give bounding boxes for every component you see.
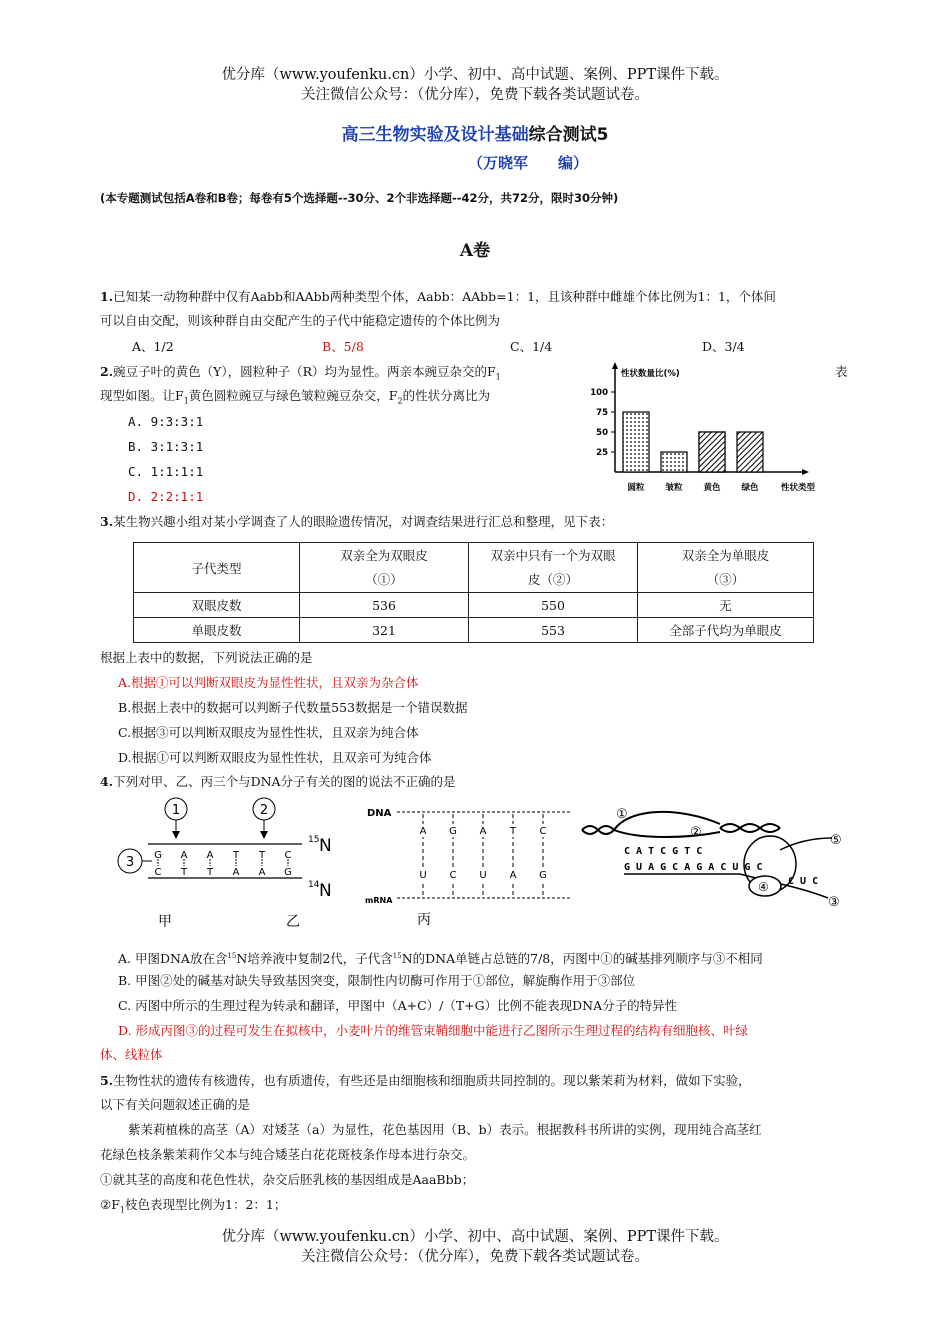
q4-figure-jia [112,795,362,935]
q3-th-col2: 双亲中只有一个为双眼 皮（②） [469,543,638,593]
q4-figure-bing [580,802,855,912]
base-bottom: C [154,867,162,878]
chart-bar [623,412,649,472]
svg-text:①: ① [616,807,628,822]
footer-line-1: 优分库（www.youfenku.cn）小学、初中、高中试题、案例、PPT课件下载。 [221,1229,729,1245]
svg-text:mRNA: mRNA [365,896,393,905]
chart-title: 性状数量比(%) [621,369,680,379]
dna-base: T [509,826,517,837]
q5-para-1: 紫茉莉植株的高茎（A）对矮茎（a）为显性，花色基因用（B、b）表示。根据教科书所讲的实例，现用纯合高茎红 [128,1122,762,1137]
q3-option-b: B.根据上表中的数据可以判断子代数量553数据是一个错误数据 [118,700,468,715]
svg-text:丙: 丙 [417,912,431,928]
q2-stem-2: 现型如图。让$F_1$黄色圆粒豌豆与绿色皱粒豌豆杂交，$F_2$的性状分离比为 [100,388,491,406]
q3-stem: 3.某生物兴趣小组对某小学调查了人的眼睑遗传情况，对调查结果进行汇总和整理，见下表： [100,514,614,529]
q1-option-b: B、5/8 [322,339,364,354]
chart-category-label: 皱粒 [665,483,683,493]
mrna-base: G [539,870,547,881]
chart-ytick-label: 75 [596,408,608,418]
title-black: 综合测试5 [528,125,609,145]
svg-text:N: N [319,836,332,856]
table-row: 单眼皮数 321 553 全部子代均为单眼皮 [134,618,814,643]
table-row: 双眼皮数 536 550 无 [134,593,814,618]
q3-after: 根据上表中的数据，下列说法正确的是 [100,650,313,665]
q2-stem-1: 2.豌豆子叶的黄色（Y），圆粒种子（R）均为显性。两亲本豌豆杂交的$F_1$ [100,364,501,382]
chart-category-label: 圆粒 [627,483,645,493]
q4-option-d-1: D. 形成丙图③的过程可发生在拟核中，小麦叶片的维管束鞘细胞中能进行乙图所示生理过程的结构有细胞核、叶绿 [118,1023,749,1038]
q5-item-2: $②F_1$枝色表现型比例为1：2：1； [100,1197,287,1215]
q4-option-b: B. 甲图②处的碱基对缺失导致基因突变，限制性内切酶可作用于①部位，解旋酶作用于③部位 [118,973,636,988]
q2-option-a: A. 9:3:3:1 [128,414,204,429]
mrna-base: U [479,870,487,881]
base-top: A [206,850,214,861]
q5-item-1: ①就其茎的高度和花色性状，杂交后胚乳核的基因组成是AaaBbb； [100,1172,475,1187]
svg-text:N: N [319,881,332,901]
chart-y-arrow [612,362,618,369]
svg-text:C A T C G T C: C A T C G T C [624,846,703,857]
q3-th-col1: 双亲全为双眼皮 （①） [300,543,469,593]
svg-text:甲: 甲 [158,914,172,930]
chart-category-label: 黄色 [703,483,721,493]
q2-stem-1-end: 表 [835,364,848,379]
q1-stem-1: 1.已知某一动物种群中仅有Aabb和AAbb两种类型个体，Aabb：AAbb=1：1，且该种群中雌雄个体比例为1：1，个体间 [100,289,776,304]
base-bottom: T [180,867,188,878]
dna-base: A [479,826,487,837]
base-bottom: A [232,867,240,878]
base-bottom: G [284,867,292,878]
q1-option-c: C、1/4 [510,339,553,354]
q5-stem-1: 5.生物性状的遗传有核遗传，也有质遗传，有些还是由细胞核和细胞质共同控制的。现以紫茉莉为材料，做如下实验， [100,1073,751,1088]
svg-text:②: ② [690,825,702,840]
base-bottom: A [258,867,266,878]
chart-xlabel: 性状类型 [781,483,816,493]
svg-text:乙: 乙 [286,914,300,930]
base-top: T [232,850,240,861]
chart-bar-hatch [699,432,725,472]
footer-line-2: 关注微信公众号：（优分库），免费下载各类试题试卷。 [301,1249,649,1265]
chart-bar [737,432,763,472]
chart-x-arrow [802,469,809,475]
mrna-base: A [509,870,517,881]
q3-th-type: 子代类型 [134,543,300,593]
author: （万晓军 编） [468,154,589,172]
q5-para-2: 花绿色枝条紫茉莉作父本与纯合矮茎白花花斑枝条作母本进行杂交。 [100,1147,476,1162]
svg-text:C U C: C U C [788,876,819,887]
q2-option-d: D. 2:2:1:1 [128,489,204,504]
base-top: G [154,850,162,861]
q3-option-a: A.根据①可以判断双眼皮为显性性状，且双亲为杂合体 [118,675,419,690]
svg-text:3: 3 [125,855,135,870]
base-top: A [180,850,188,861]
q2-option-b: B. 3:1:3:1 [128,439,204,454]
chart-ytick-label: 50 [596,428,608,438]
q1-option-a: A、1/2 [132,339,174,354]
chart-ytick-label: 25 [596,448,608,458]
q3-option-c: C.根据③可以判断双眼皮为显性性状，且双亲为纯合体 [118,725,419,740]
mrna-base: C [449,870,457,881]
q1-option-d: D、3/4 [702,339,745,354]
q3-th-col3: 双亲全为单眼皮 （③） [638,543,814,593]
svg-text:1: 1 [171,803,181,818]
q4-option-a: A. 甲图DNA放在含$^{15}$N培养液中复制2代，子代含$^{15}$N的DNA单链占总链的7/8，丙图中①的碱基排列顺序与③不相同 [118,951,763,967]
q3-table [133,542,814,643]
q4-stem: 4.下列对甲、乙、丙三个与DNA分子有关的图的说法不正确的是 [100,774,456,789]
section-title: A卷 [459,241,491,261]
chart-ytick-label: 100 [590,388,608,398]
chart-category-label: 绿色 [741,483,759,493]
q2-bar-chart [585,360,830,500]
header-line-1: 优分库（www.youfenku.cn）小学、初中、高中试题、案例、PPT课件下载。 [221,67,729,83]
svg-text:14: 14 [308,880,320,890]
q4-figure-yi [365,800,575,935]
base-top: C [284,850,292,861]
mrna-base: U [419,870,427,881]
svg-text:DNA: DNA [367,808,392,819]
q5-stem-2: 以下有关问题叙述正确的是 [100,1097,251,1112]
dna-base: A [419,826,427,837]
svg-text:④: ④ [758,880,769,894]
svg-text:⑤: ⑤ [830,833,842,848]
base-bottom: T [206,867,214,878]
test-note: (本专题测试包括A卷和B卷；每卷有5个选择题--30分、2个非选择题--42分，共72分，限时30分钟) [100,191,619,205]
q3-option-d: D.根据①可以判断双眼皮为显性性状，且双亲可为纯合体 [118,750,432,765]
q4-option-c: C. 丙图中所示的生理过程为转录和翻译，甲图中（A+C）/（T+G）比例不能表现DNA分子的特异性 [118,998,678,1013]
svg-text:2: 2 [259,803,269,818]
page-title [0,120,950,145]
svg-text:15: 15 [308,835,320,845]
base-top: T [258,850,266,861]
dna-base: C [539,826,547,837]
header-line-2: 关注微信公众号：（优分库），免费下载各类试题试卷。 [301,87,649,103]
q2-option-c: C. 1:1:1:1 [128,464,204,479]
svg-text:③: ③ [828,895,840,910]
dna-base: G [449,826,457,837]
chart-bar [661,452,687,472]
svg-text:G U A G C A G A C U G C: G U A G C A G A C U G C [624,862,763,873]
title-blue: 高三生物实验及设计基础 [341,125,529,145]
q4-option-d-2: 体、线粒体 [100,1047,163,1062]
q1-stem-2: 可以自由交配，则该种群自由交配产生的子代中能稳定遗传的个体比例为 [100,313,501,328]
